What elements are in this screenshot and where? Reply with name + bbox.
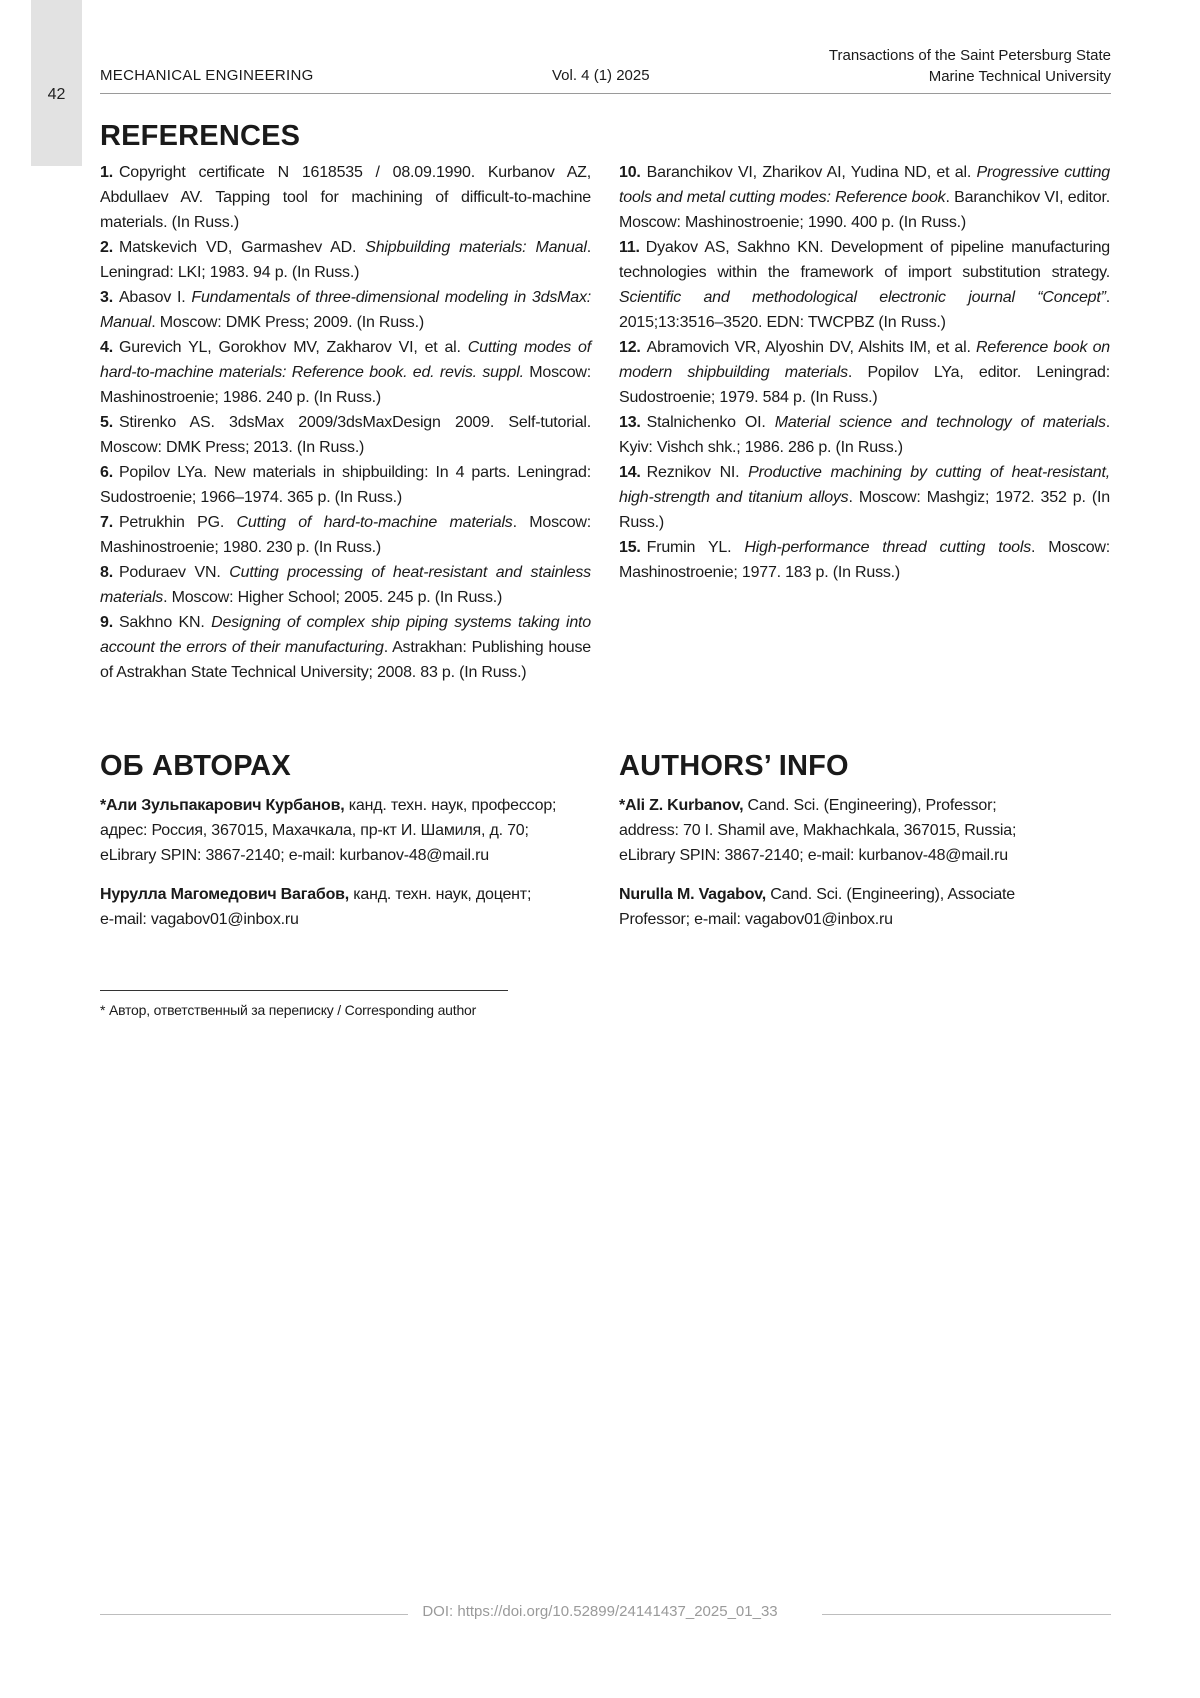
author-name: *Ali Z. Kurbanov, [619, 797, 744, 814]
author-entry: *Али Зульпакарович Курбанов, канд. техн. наук, профессор; адрес: Россия, 367015, Махачкала, пр-кт И. Шамиля, д. 70; eLibrary SPIN: 3867-2140; e-mail: kurbanov-48@mail.ru [100, 797, 557, 864]
reference-item: 14. Reznikov NI. Productive machining by cutting of heat-resistant, high-strength and titanium alloys. Moscow: Mashgiz; 1972. 352 p. (In Russ.) [619, 464, 1110, 531]
author-entry: Nurulla M. Vagabov, Cand. Sci. (Engineering), Associate Professor; e-mail: vagabov01@inbox.ru [619, 886, 1015, 928]
authors-en-title: AUTHORS’ INFO [619, 750, 849, 782]
author-name: Nurulla M. Vagabov, [619, 886, 767, 903]
reference-item: 10. Baranchikov VI, Zharikov AI, Yudina ND, et al. Progressive cutting tools and metal cutting modes: Reference book. Baranchikov VI, editor. Moscow: Mashinostroenie; 1990. 400 p. (In Russ.) [619, 164, 1110, 231]
header-journal [829, 45, 1111, 87]
reference-item: 2. Matskevich VD, Garmashev AD. Shipbuilding materials: Manual. Leningrad: LKI; 1983. 94 p. (In Russ.) [100, 239, 591, 281]
reference-item: 15. Frumin YL. High-performance thread cutting tools. Moscow: Mashinostroenie; 1977. 183 p. (In Russ.) [619, 539, 1111, 581]
authors-ru [100, 793, 600, 946]
journal-line-1: Transactions of the Saint Petersburg State [828, 47, 1111, 64]
references-column-right [619, 160, 1110, 585]
header-volume: Vol. 4 (1) 2025 [552, 67, 650, 84]
reference-item: 1. Copyright certificate N 1618535 / 08.09.1990. Kurbanov AZ, Abdullaev AV. Tapping tool for machining of difficult-to-machine materials. (In Russ.) [100, 164, 591, 231]
page-number: 42 [47, 86, 66, 103]
references-column-left [100, 160, 591, 685]
author-entry: *Ali Z. Kurbanov, Cand. Sci. (Engineering), Professor; address: 70 I. Shamil ave, Makhachkala, 367015, Russia; eLibrary SPIN: 3867-2140; e-mail: kurbanov-48@mail.ru [619, 797, 1017, 864]
authors-ru-title: ОБ АВТОРАХ [100, 750, 291, 782]
author-entry: Нурулла Магомедович Вагабов, канд. техн. наук, доцент; e-mail: vagabov01@inbox.ru [100, 886, 532, 928]
reference-item: 12. Abramovich VR, Alyoshin DV, Alshits IM, et al. Reference book on modern shipbuilding materials. Popilov LYa, editor. Leningrad: Sudostroenie; 1979. 584 p. (In Russ.) [619, 339, 1110, 406]
reference-item: 13. Stalnichenko OI. Material science and technology of materials. Kyiv: Vishch shk.; 1986. 286 p. (In Russ.) [619, 414, 1110, 456]
doi-link[interactable]: DOI: https://doi.org/10.52899/24141437_2025_01_33 [408, 1603, 791, 1620]
references-title: REFERENCES [100, 120, 301, 152]
header-rule [100, 93, 1111, 94]
reference-item: 5. Stirenko AS. 3dsMax 2009/3dsMaxDesign 2009. Self-tutorial. Moscow: DMK Press; 2013. (In Russ.) [100, 414, 591, 456]
reference-item: 7. Petrukhin PG. Cutting of hard-to-machine materials. Moscow: Mashinostroenie; 1980. 230 p. (In Russ.) [100, 514, 591, 556]
journal-line-2: Marine Technical University [928, 68, 1111, 85]
reference-item: 3. Abasov I. Fundamentals of three-dimensional modeling in 3dsMax: Manual. Moscow: DMK Press; 2009. (In Russ.) [100, 289, 591, 331]
reference-item: 11. Dyakov AS, Sakhno KN. Development of pipeline manufacturing technologies within the framework of import substitution strategy. Scientific and methodological electronic journal “Concept”. 2015;13:3516–3520. EDN: TWCPBZ (In Russ.) [619, 239, 1110, 331]
doi-footer [0, 1603, 1200, 1620]
reference-item: 4. Gurevich YL, Gorokhov MV, Zakharov VI, et al. Cutting modes of hard-to-machine materials: Reference book. ed. revis. suppl. Moscow: Mashinostroenie; 1986. 240 p. (In Russ.) [100, 339, 591, 406]
reference-item: 6. Popilov LYa. New materials in shipbuilding: In 4 parts. Leningrad: Sudostroenie; 1966–1974. 365 p. (In Russ.) [100, 464, 591, 506]
author-name: Нурулла Магомедович Вагабов, [100, 886, 350, 903]
author-name: *Али Зульпакарович Курбанов, [100, 797, 345, 814]
footnote-rule [100, 990, 508, 991]
authors-en [619, 793, 1119, 946]
footnote: * Автор, ответственный за переписку / Corresponding author [100, 1002, 477, 1018]
page-tab [31, 0, 82, 166]
reference-item: 8. Poduraev VN. Cutting processing of heat-resistant and stainless materials. Moscow: Higher School; 2005. 245 p. (In Russ.) [100, 564, 591, 606]
header-section: MECHANICAL ENGINEERING [100, 67, 314, 84]
reference-item: 9. Sakhno KN. Designing of complex ship piping systems taking into account the errors of their manufacturing. Astrakhan: Publishing house of Astrakhan State Technical University; 2008. 83 p. (In Russ.) [100, 614, 591, 681]
